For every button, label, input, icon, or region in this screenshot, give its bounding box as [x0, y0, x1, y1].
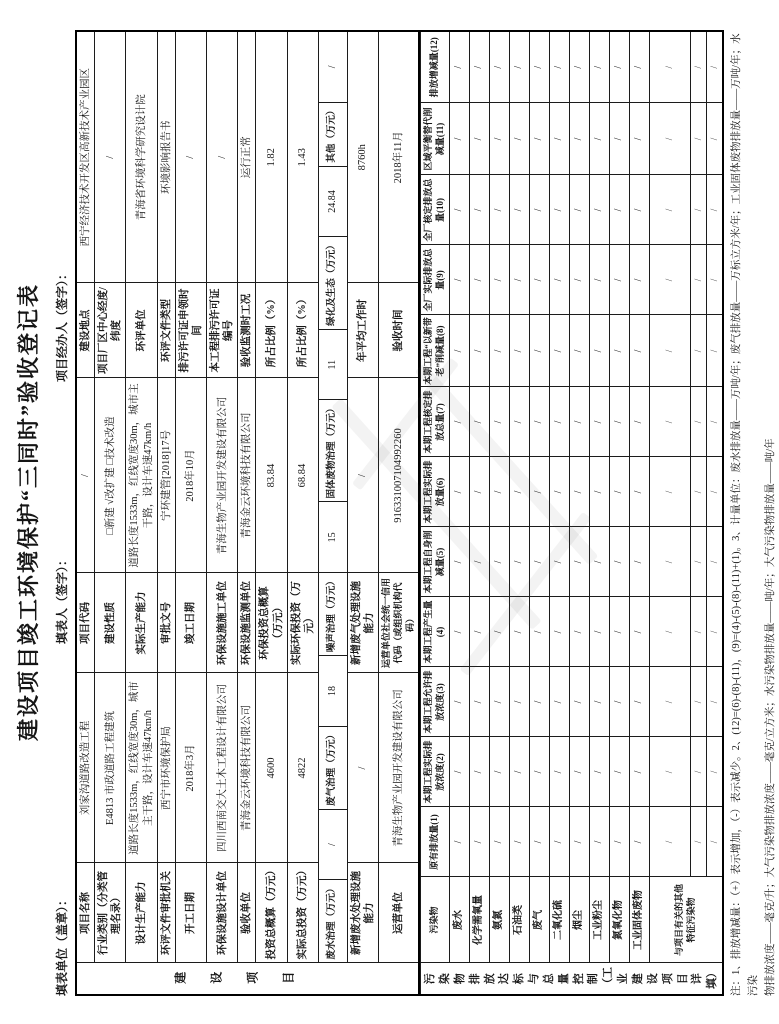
- pollutant-cell: /: [529, 315, 549, 387]
- pollutant-name: 石油类: [509, 877, 529, 963]
- field-label: 实际生产能力: [126, 573, 157, 673]
- pollutant-cell: /: [629, 31, 649, 103]
- cost-label: 固体废物治理（万元）: [319, 400, 347, 502]
- other-pollutant-label: 与项目有关的其他特征污染物: [649, 877, 723, 963]
- pollutant-cell: /: [589, 737, 609, 807]
- pollutant-cell: /: [569, 667, 589, 737]
- pollutant-cell: /: [509, 315, 529, 387]
- pollutant-cell: /: [489, 387, 509, 457]
- pollutant-cell: /: [549, 315, 569, 387]
- project-info-table: [75, 30, 420, 996]
- field-value: /: [347, 378, 378, 573]
- field-value: 运行正常: [238, 31, 256, 283]
- pollutant-cell: /: [469, 597, 489, 667]
- pollutant-cell: /: [529, 457, 549, 527]
- pollutant-cell: /: [509, 103, 529, 175]
- pollutant-cell: /: [706, 807, 723, 877]
- pollutant-cell: /: [609, 807, 629, 877]
- field-label: 运营单位社会统一信用代码（或组织机构代码）: [379, 573, 420, 673]
- field-value: 宁环建管[2018]17号: [157, 378, 175, 573]
- section2-block-label: 污染物排放达标与总量控制（工业建设项目详填）: [421, 963, 723, 995]
- field-label: 新增废气处理设施能力: [347, 573, 378, 673]
- cost-value: 18: [319, 656, 347, 727]
- pollutant-cell: /: [509, 245, 529, 315]
- pollutant-name: 二氧化硫: [549, 877, 569, 963]
- pollutant-cell: /: [529, 387, 549, 457]
- pollutant-cell: /: [706, 103, 723, 175]
- pollutant-cell: /: [649, 387, 690, 457]
- project-handler-label: 项目经办人（签字）：: [55, 267, 69, 382]
- pollutant-cell: /: [629, 527, 649, 597]
- pollutant-cell: /: [690, 527, 706, 597]
- field-value: 道路长度1533m，红线宽度30m，城市主干路，设计车速47km/h: [126, 378, 157, 573]
- pollutant-name: 废气: [529, 877, 549, 963]
- pollutant-cell: /: [569, 103, 589, 175]
- pollutant-cell: /: [569, 737, 589, 807]
- pollutant-cell: /: [706, 387, 723, 457]
- pollutant-cell: /: [629, 103, 649, 175]
- other-pollutant-row: [690, 31, 706, 995]
- pollutant-cell: /: [449, 31, 469, 103]
- pollutant-cell: /: [509, 31, 529, 103]
- field-value: 2018年10月: [175, 378, 206, 573]
- field-label: 建设地点: [76, 283, 95, 378]
- pollutant-cell: /: [589, 103, 609, 175]
- pollutant-cell: /: [489, 807, 509, 877]
- pollutant-cell: /: [690, 457, 706, 527]
- pollutant-cell: /: [690, 245, 706, 315]
- fill-person-label: 填表人（签字）：: [55, 553, 69, 644]
- pollutant-cell: /: [449, 527, 469, 597]
- pollutant-cell: /: [529, 737, 549, 807]
- pollutant-cell: /: [706, 31, 723, 103]
- pollutant-cell: /: [489, 103, 509, 175]
- field-value: E4813 市政道路工程建筑: [95, 673, 126, 863]
- pollutant-cell: /: [706, 527, 723, 597]
- pollutant-cell: /: [469, 31, 489, 103]
- pollutant-cell: /: [609, 737, 629, 807]
- pollutant-cell: /: [690, 103, 706, 175]
- pollutant-cell: /: [549, 737, 569, 807]
- pollutant-col-header: 区域平衡替代削减量(11): [421, 103, 449, 175]
- pollutant-cell: /: [549, 457, 569, 527]
- cost-label: 废水治理（万元）: [326, 883, 337, 960]
- pollutant-cell: /: [690, 175, 706, 245]
- treatment-cost-row: [318, 31, 347, 963]
- pollutant-cell: /: [469, 103, 489, 175]
- pollutant-cell: /: [509, 807, 529, 877]
- field-label: 年平均工作时: [347, 283, 378, 378]
- pollutant-cell: /: [609, 597, 629, 667]
- pollutant-cell: /: [690, 667, 706, 737]
- pollutant-cell: /: [706, 737, 723, 807]
- footnote-line-2: 物排放浓度——毫克/升；大气污染物排放浓度——毫克/立方米；水污染物排放量——吨/年；大气污染物排放量——吨/年: [764, 438, 776, 996]
- field-label: 排污许可证申领时间: [175, 283, 206, 378]
- field-value: 西宁市环境保护局: [157, 673, 175, 863]
- field-label: 运营单位: [379, 863, 420, 963]
- field-label: 开工日期: [175, 863, 206, 963]
- pollutant-cell: /: [629, 175, 649, 245]
- pollutant-cell: /: [649, 31, 690, 103]
- pollutant-cell: /: [706, 315, 723, 387]
- field-value: 1.82: [256, 31, 287, 283]
- field-label: 环保设施监测单位: [238, 573, 256, 673]
- pollutant-cell: /: [529, 597, 549, 667]
- field-label: 实际总投资（万元）: [287, 863, 318, 963]
- pollutant-cell: /: [529, 807, 549, 877]
- field-value: 1.43: [287, 31, 318, 283]
- pollutant-cell: /: [549, 245, 569, 315]
- pollutant-cell: /: [489, 597, 509, 667]
- pollutant-cell: /: [569, 245, 589, 315]
- field-label: 项目名称: [76, 863, 95, 963]
- pollutant-cell: /: [449, 245, 469, 315]
- field-label: 设计生产能力: [126, 863, 157, 963]
- pollutant-cell: /: [549, 387, 569, 457]
- pollutant-cell: /: [609, 103, 629, 175]
- pollutant-cell: /: [589, 387, 609, 457]
- pollutant-cell: /: [629, 245, 649, 315]
- pollutant-cell: /: [509, 667, 529, 737]
- pollutant-name: 废水: [449, 877, 469, 963]
- pollutant-cell: /: [489, 737, 509, 807]
- pollutant-cell: /: [449, 737, 469, 807]
- pollutant-cell: /: [649, 457, 690, 527]
- field-value: 2018年3月: [175, 673, 206, 863]
- pollutant-row: [529, 31, 549, 995]
- pollutant-cell: /: [489, 315, 509, 387]
- pollutant-cell: /: [690, 597, 706, 667]
- field-label: 所占比例（%）: [287, 283, 318, 378]
- field-label: 建设性质: [95, 573, 126, 673]
- pollutant-row: [469, 31, 489, 995]
- pollutant-cell: /: [589, 31, 609, 103]
- field-value: /: [95, 31, 126, 283]
- pollutant-cell: /: [609, 31, 629, 103]
- field-value: 青海生物产业园开发建设有限公司: [207, 378, 238, 573]
- field-label: 行业类别（分类管理名录）: [95, 863, 126, 963]
- pollutant-cell: /: [589, 245, 609, 315]
- field-label: 环评文件类型: [157, 283, 175, 378]
- pollutant-cell: /: [549, 597, 569, 667]
- field-value: 青海金云环境科技有限公司: [238, 378, 256, 573]
- pollutant-row: [489, 31, 509, 995]
- pollutant-col-header: 本期工程允许排放浓度(3): [421, 667, 449, 737]
- pollutant-cell: /: [549, 667, 569, 737]
- field-value: 环境影响报告书: [157, 31, 175, 283]
- pollutant-col-header: 原有排放量(1): [421, 807, 449, 877]
- pollutant-col-header: 污染物: [421, 877, 449, 963]
- field-value: /: [347, 673, 378, 863]
- pollutant-cell: /: [609, 315, 629, 387]
- field-label: 环评单位: [126, 283, 157, 378]
- pollutant-cell: /: [529, 31, 549, 103]
- pollutant-cell: /: [489, 245, 509, 315]
- pollutant-cell: /: [609, 527, 629, 597]
- pollutant-cell: /: [469, 387, 489, 457]
- pollutant-col-header: 本期工程实际排放浓度(2): [421, 737, 449, 807]
- pollutant-cell: /: [609, 245, 629, 315]
- pollutant-cell: /: [629, 457, 649, 527]
- pollutant-col-header: 全厂实际排放总量(9): [421, 245, 449, 315]
- field-label: 本工程排污许可证编号: [207, 283, 238, 378]
- pollutant-cell: /: [549, 807, 569, 877]
- pollutant-cell: /: [449, 175, 469, 245]
- pollutant-cell: /: [509, 175, 529, 245]
- pollutant-name: 工业粉尘: [589, 877, 609, 963]
- pollutant-cell: /: [589, 667, 609, 737]
- pollutant-cell: /: [489, 31, 509, 103]
- pollutant-cell: /: [690, 31, 706, 103]
- field-value: /: [76, 378, 95, 573]
- pollutant-col-header: 本期工程核定排放总量(7): [421, 387, 449, 457]
- pollutant-cell: /: [509, 597, 529, 667]
- pollutant-cell: /: [509, 737, 529, 807]
- pollutant-cell: /: [589, 807, 609, 877]
- pollutant-cell: /: [449, 103, 469, 175]
- pollutant-cell: /: [469, 527, 489, 597]
- pollutant-name: 氨氮: [489, 877, 509, 963]
- pollutant-name: 工业固体废物: [629, 877, 649, 963]
- pollutant-name: 化学需氧量: [469, 877, 489, 963]
- pollutant-cell: /: [706, 175, 723, 245]
- pollutant-cell: /: [629, 807, 649, 877]
- pollutant-cell: /: [469, 457, 489, 527]
- cost-value: /: [319, 32, 347, 103]
- pollutant-cell: /: [649, 315, 690, 387]
- field-value: 83.84: [256, 378, 287, 573]
- pollutant-table: [420, 30, 724, 996]
- pollutant-cell: /: [609, 667, 629, 737]
- pollutant-cell: /: [649, 103, 690, 175]
- pollutant-cell: /: [509, 387, 529, 457]
- field-label: 环保投资总概算（万元）: [256, 573, 287, 673]
- pollutant-cell: /: [649, 807, 690, 877]
- pollutant-cell: /: [529, 667, 549, 737]
- other-pollutant-row: [706, 31, 723, 995]
- pollutant-cell: /: [529, 175, 549, 245]
- pollutant-cell: /: [589, 315, 609, 387]
- footnote-line-1: 注：1、排放增减量：（+）表示增加，（-）表示减少。2、(12)=(6)-(8)-(11)，(9)=(4)-(5)-(8)-(11)+(1)。3、计量单位：废水排放量——万吨/年；废气排放量——万标立方米/年；工业固体废物排放量——万吨/年；水污染: [731, 33, 759, 996]
- pollutant-row: [509, 31, 529, 995]
- pollutant-col-header: 本期工程产生量(4): [421, 597, 449, 667]
- field-label: 竣工日期: [175, 573, 206, 673]
- pollutant-cell: /: [609, 457, 629, 527]
- pollutant-cell: /: [649, 527, 690, 597]
- pollutant-name: 氮氧化物: [609, 877, 629, 963]
- pollutant-cell: /: [706, 597, 723, 667]
- field-label: 环评文件审批机关: [157, 863, 175, 963]
- pollutant-cell: /: [449, 667, 469, 737]
- field-label: 项目厂区中心经度/纬度: [95, 283, 126, 378]
- field-label: 环保设施设计单位: [207, 863, 238, 963]
- field-label: 验收监测时工况: [238, 283, 256, 378]
- other-pollutant-row: [649, 31, 690, 995]
- pollutant-cell: /: [549, 31, 569, 103]
- pollutant-cell: /: [629, 667, 649, 737]
- pollutant-col-header: 本期工程实际排放量(6): [421, 457, 449, 527]
- pollutant-cell: /: [690, 807, 706, 877]
- fill-unit-label: 填表单位（盖章）：: [55, 893, 69, 996]
- pollutant-cell: /: [529, 103, 549, 175]
- pollutant-cell: /: [569, 315, 589, 387]
- field-label: 验收时间: [379, 283, 420, 378]
- pollutant-cell: /: [489, 175, 509, 245]
- pollutant-cell: /: [529, 527, 549, 597]
- section1-block-label: [76, 963, 419, 995]
- pollutant-cell: /: [469, 175, 489, 245]
- field-label: 实际环保投资（万元）: [287, 573, 318, 673]
- pollutant-cell: /: [569, 597, 589, 667]
- field-value: 2018年11月: [379, 31, 420, 283]
- pollutant-cell: /: [690, 737, 706, 807]
- field-value: 青海生物产业园开发建设有限公司: [379, 673, 420, 863]
- field-value: 刘家沟道路改造工程: [76, 673, 95, 863]
- pollutant-cell: /: [649, 597, 690, 667]
- pollutant-cell: /: [706, 667, 723, 737]
- pollutant-cell: /: [649, 245, 690, 315]
- pollutant-cell: /: [690, 315, 706, 387]
- section1-block-label-text: 建设项目: [173, 971, 318, 986]
- pollutant-cell: /: [589, 597, 609, 667]
- pollutant-cell: /: [629, 387, 649, 457]
- cost-value: 24.84: [319, 167, 347, 238]
- pollutant-cell: /: [449, 457, 469, 527]
- pollutant-cell: /: [469, 807, 489, 877]
- form-subheader: [47, 28, 73, 996]
- field-value: □新建 √改扩建 □技术改造: [95, 378, 126, 573]
- cost-value: 15: [319, 502, 347, 573]
- field-value: 道路长度1533m，红线宽度30m，城市主干路，设计车速47km/h: [126, 673, 157, 863]
- pollutant-cell: /: [690, 387, 706, 457]
- field-label: 所占比例（%）: [256, 283, 287, 378]
- cost-label: 噪声治理（万元）: [319, 573, 347, 656]
- pollutant-cell: /: [569, 387, 589, 457]
- pollutant-cell: /: [629, 597, 649, 667]
- pollutant-cell: /: [469, 737, 489, 807]
- pollutant-cell: /: [589, 457, 609, 527]
- field-value: 青海省环境科学研究设计院: [126, 31, 157, 283]
- pollutant-cell: /: [449, 807, 469, 877]
- pollutant-cell: /: [549, 527, 569, 597]
- pollutant-row: [449, 31, 469, 995]
- cost-label: 其他（万元）: [319, 103, 347, 167]
- cost-label: 绿化及生态（万元）: [319, 237, 347, 330]
- pollutant-cell: /: [609, 175, 629, 245]
- pollutant-cell: /: [609, 387, 629, 457]
- field-value: 916331007104992260: [379, 378, 420, 573]
- pollutant-cell: /: [529, 245, 549, 315]
- pollutant-cell: /: [649, 737, 690, 807]
- field-label: 项目代码: [76, 573, 95, 673]
- pollutant-cell: /: [649, 667, 690, 737]
- pollutant-cell: /: [469, 667, 489, 737]
- field-label: 审批文号: [157, 573, 175, 673]
- pollutant-cell: /: [569, 807, 589, 877]
- pollutant-cell: /: [489, 527, 509, 597]
- pollutant-cell: /: [489, 457, 509, 527]
- pollutant-row: [609, 31, 629, 995]
- pollutant-cell: /: [469, 315, 489, 387]
- pollutant-cell: /: [569, 31, 589, 103]
- pollutant-name: 烟尘: [569, 877, 589, 963]
- pollutant-cell: /: [706, 457, 723, 527]
- pollutant-col-header: 本期工程自身削减量(5): [421, 527, 449, 597]
- page-title: 建设项目竣工环境保护“三同时”验收登记表: [16, 283, 41, 742]
- cost-value: 11: [319, 330, 347, 401]
- pollutant-col-header: 全厂核定排放总量(10): [421, 175, 449, 245]
- pollutant-cell: /: [449, 597, 469, 667]
- pollutant-row: [589, 31, 609, 995]
- field-value: 四川西南交大土木工程设计有限公司: [207, 673, 238, 863]
- pollutant-cell: /: [649, 175, 690, 245]
- pollutant-cell: /: [569, 457, 589, 527]
- pollutant-cell: /: [469, 245, 489, 315]
- field-value: 68.84: [287, 378, 318, 573]
- field-value: /: [175, 31, 206, 283]
- cost-label: 废气治理（万元）: [319, 727, 347, 810]
- field-value: 4600: [256, 673, 287, 863]
- pollutant-cell: /: [549, 103, 569, 175]
- pollutant-col-header: 本期工程“以新带老”削减量(8): [421, 315, 449, 387]
- field-label: 环保设施施工单位: [207, 573, 238, 673]
- pollutant-col-header: 排放增减量(12): [421, 31, 449, 103]
- pollutant-cell: /: [489, 667, 509, 737]
- pollutant-cell: /: [629, 737, 649, 807]
- field-label: 投资总概算（万元）: [256, 863, 287, 963]
- field-label: 新增废水处理设施能力: [347, 863, 378, 963]
- pollutant-cell: /: [509, 527, 529, 597]
- pollutant-cell: /: [706, 245, 723, 315]
- pollutant-cell: /: [629, 315, 649, 387]
- pollutant-row: [569, 31, 589, 995]
- pollutant-cell: /: [589, 527, 609, 597]
- field-value: 西宁经济技术开发区高新技术产业园区: [76, 31, 95, 283]
- pollutant-cell: /: [549, 175, 569, 245]
- field-value: 4822: [287, 673, 318, 863]
- pollutant-row: [629, 31, 649, 995]
- pollutant-cell: /: [509, 457, 529, 527]
- field-label: 验收单位: [238, 863, 256, 963]
- pollutant-row: [549, 31, 569, 995]
- pollutant-cell: /: [569, 175, 589, 245]
- pollutant-cell: /: [589, 175, 609, 245]
- pollutant-cell: /: [449, 387, 469, 457]
- field-value: 8760h: [347, 31, 378, 283]
- pollutant-cell: /: [449, 315, 469, 387]
- cost-value: /: [319, 810, 347, 881]
- field-value: /: [207, 31, 238, 283]
- field-value: 青海金云环境科技有限公司: [238, 673, 256, 863]
- pollutant-cell: /: [569, 527, 589, 597]
